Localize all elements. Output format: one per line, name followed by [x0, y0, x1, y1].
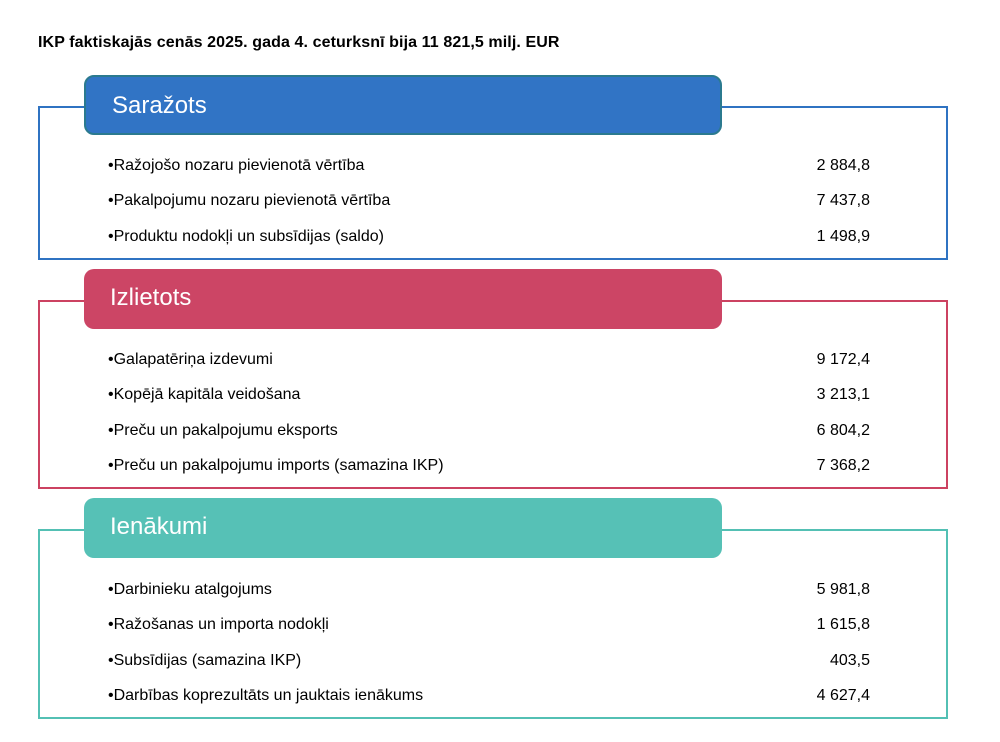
list-item [108, 578, 870, 602]
list-item [108, 684, 870, 708]
panel-header: Izlietots [84, 269, 722, 329]
item-label: •Kopējā kapitāla veidošana [108, 386, 301, 403]
item-label: •Ražošanas un importa nodokļi [108, 616, 329, 633]
list-item [108, 383, 870, 407]
panel-header: Ienākumi [84, 498, 722, 558]
list-item [108, 348, 870, 372]
item-label: •Darbinieku atalgojums [108, 581, 272, 598]
item-label: •Ražojošo nozaru pievienotā vērtība [108, 157, 365, 174]
item-label: •Subsīdijas (samazina IKP) [108, 652, 302, 669]
item-value: 7 437,8 [816, 192, 870, 209]
list-item [108, 419, 870, 443]
list-item [108, 225, 870, 249]
item-label: •Galapatēriņa izdevumi [108, 351, 273, 368]
item-label: •Darbības koprezultāts un jauktais ienākums [108, 687, 424, 704]
page-title: IKP faktiskajās cenās 2025. gada 4. ceturksnī bija 11 821,5 milj. EUR [38, 34, 560, 51]
item-value: 6 804,2 [816, 422, 870, 439]
item-value: 3 213,1 [816, 386, 870, 403]
item-value: 7 368,2 [816, 457, 870, 474]
item-label: •Produktu nodokļi un subsīdijas (saldo) [108, 228, 384, 245]
item-value: 403,5 [829, 652, 870, 669]
item-value: 5 981,8 [816, 581, 870, 598]
item-value: 9 172,4 [816, 351, 870, 368]
item-value: 2 884,8 [816, 157, 870, 174]
item-value: 1 615,8 [816, 616, 870, 633]
panel-header: Saražots [84, 75, 722, 135]
panel-income [38, 513, 948, 719]
list-item [108, 613, 870, 637]
panel-used [38, 284, 948, 489]
list-item [108, 189, 870, 213]
item-value: 4 627,4 [816, 687, 870, 704]
list-item [108, 454, 870, 478]
list-item [108, 154, 870, 178]
list-item [108, 649, 870, 673]
item-label: •Preču un pakalpojumu eksports [108, 422, 338, 439]
item-label: •Pakalpojumu nozaru pievienotā vērtība [108, 192, 391, 209]
item-value: 1 498,9 [816, 228, 870, 245]
panel-produced [38, 92, 948, 260]
item-label: •Preču un pakalpojumu imports (samazina IKP) [108, 457, 444, 474]
